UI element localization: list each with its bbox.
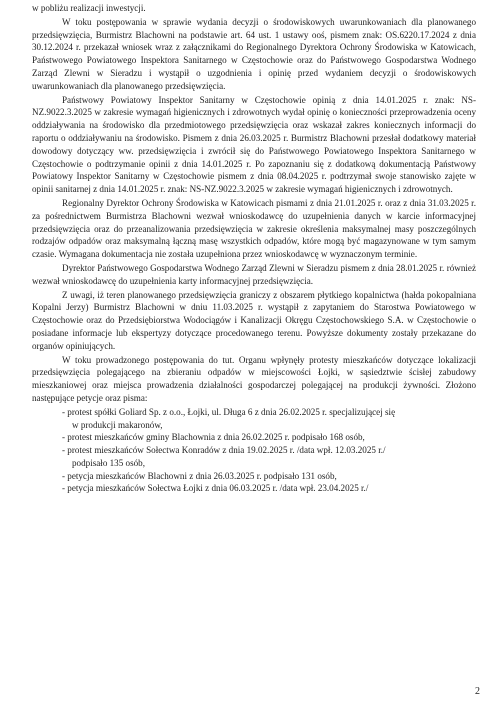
paragraph: Dyrektor Państwowego Gospodarstwa Wodnego Zarząd Zlewni w Sieradzu pismem z dnia 28.01.2025 r. również wezwał wnioskodawcę do uzupełnienia karty informacyjnej przedsięwzięcia. [32,262,476,286]
list-item: - protest mieszkańców Sołectwa Konradów z dnia 19.02.2025 r. /data wpł. 12.03.2025 r./ [62,445,386,456]
list-item: - petycja mieszkańców Sołectwa Łojki z dnia 06.03.2025 r. /data wpł. 23.04.2025 r./ [62,483,369,494]
petition-list [32,406,476,496]
list-item: - petycja mieszkańców Blachowni z dnia 26.03.2025 r. podpisało 131 osób, [62,470,337,481]
paragraph: Z uwagi, iż teren planowanego przedsięwzięcia graniczy z obszarem płytkiego kopalnictwa (hałda pokopalniana Kopalni Jerzy) Burmistrz Blachowni w dniu 11.03.2025 r. wystąpił z zapytaniem do Starostwa Powiatowego w Częstochowie oraz do Przedsiębiorstwa Wodociągów i Kanalizacji Okręgu Częstochowskiego S.A. w Częstochowie o posiadane informacje lub ekspertyzy dotyczące procedowanego terenu. Powyższe dokumenty zostały przekazane do organów opiniujących. [32,289,476,351]
body-text [32,2,476,495]
paragraph: W toku prowadzonego postępowania do tut. Organu wpłynęły protesty mieszkańców dotyczące lokalizacji przedsięwzięcia polegającego na zbieraniu odpadów w miejscowości Łojki, w sąsiedztwie ścisłej zabudowy mieszkaniowej oraz miejsca prowadzenia działalności gospodarczej polegającej na produkcji żywności. Złożono następujące petycje oraz pisma: [32,354,476,403]
list-item-continuation: podpisało 135 osób, [72,457,146,468]
page-number: 2 [475,686,480,697]
paragraph: W toku postępowania w sprawie wydania decyzji o środowiskowych uwarunkowaniach dla planowanego przedsięwzięcia, Burmistrz Blachowni na podstawie art. 64 ust. 1 ustawy ooś, pismem znak: OS.6220.17.2024 z dnia 30.12.2024 r. przekazał wniosek wraz z załącznikami do Regionalnego Dyrektora Ochrony Środowiska w Katowicach, Państwowego Powiatowego Inspektora Sanitarnego w Częstochowie oraz do Państwowego Gospodarstwa Wodnego Zarząd Zlewni w Sieradzu i wystąpił o uzgodnienia i opinię przed wydaniem decyzji o środowiskowych uwarunkowaniach dla planowanego przedsięwzięcia. [32,16,476,91]
paragraph: Państwowy Powiatowy Inspektor Sanitarny w Częstochowie opinią z dnia 14.01.2025 r. znak: NS-NZ.9022.3.2025 w zakresie wymagań higienicznych i zdrowotnych wydał opinię o konieczności przeprowadzenia oceny oddziaływania na środowisko dla przedmiotowego przedsięwzięcia oraz wskazał zakres koniecznych informacji do raportu o oddziaływaniu na środowisko. Pismem z dnia 26.03.2025 r. Burmistrz Blachowni przesłał dodatkowy materiał dowodowy dotyczący ww. przedsięwzięcia i zwrócił się do Państwowego Powiatowego Inspektora Sanitarnego w Częstochowie o podtrzymanie opinii z dnia 14.01.2025 r. Po zapoznaniu się z dodatkową dokumentacją Państwowy Powiatowy Inspektor Sanitarny w Częstochowie pismem z dnia 08.04.2025 r. podtrzymał swoje stanowisko zajęte w opinii sanitarnej z dnia 14.01.2025 r. znak: NS-NZ.9022.3.2025 w zakresie wymagań higienicznych i zdrowotnych. [32,94,476,195]
list-item: - protest mieszkańców gminy Blachownia z dnia 26.02.2025 r. podpisało 168 osób, [62,432,365,443]
list-item: - protest spółki Goliard Sp. z o.o., Łojki, ul. Długa 6 z dnia 26.02.2025 r. specjalizującej się [62,406,396,417]
paragraph: Regionalny Dyrektor Ochrony Środowiska w Katowicach pismami z dnia 21.01.2025 r. oraz z dnia 31.03.2025 r. za pośrednictwem Burmistrza Blachowni wezwał wnioskodawcę do uzupełnienia danych w karcie informacyjnej przedsięwzięcia oraz do przeanalizowania przedsięwzięcia w zakresie określenia maksymalnej masy poszczególnych rodzajów odpadów oraz maksymalną łączną masę wszystkich odpadów, które mogą być magazynowane w tym samym czasie. Wymagana dokumentacja nie została uzupełniona przez wnioskodawcę w wyznaczonym terminie. [32,197,476,260]
list-item-continuation: w produkcji makaronów, [72,419,163,430]
paragraph: w pobliżu realizacji inwestycji. [32,3,146,13]
